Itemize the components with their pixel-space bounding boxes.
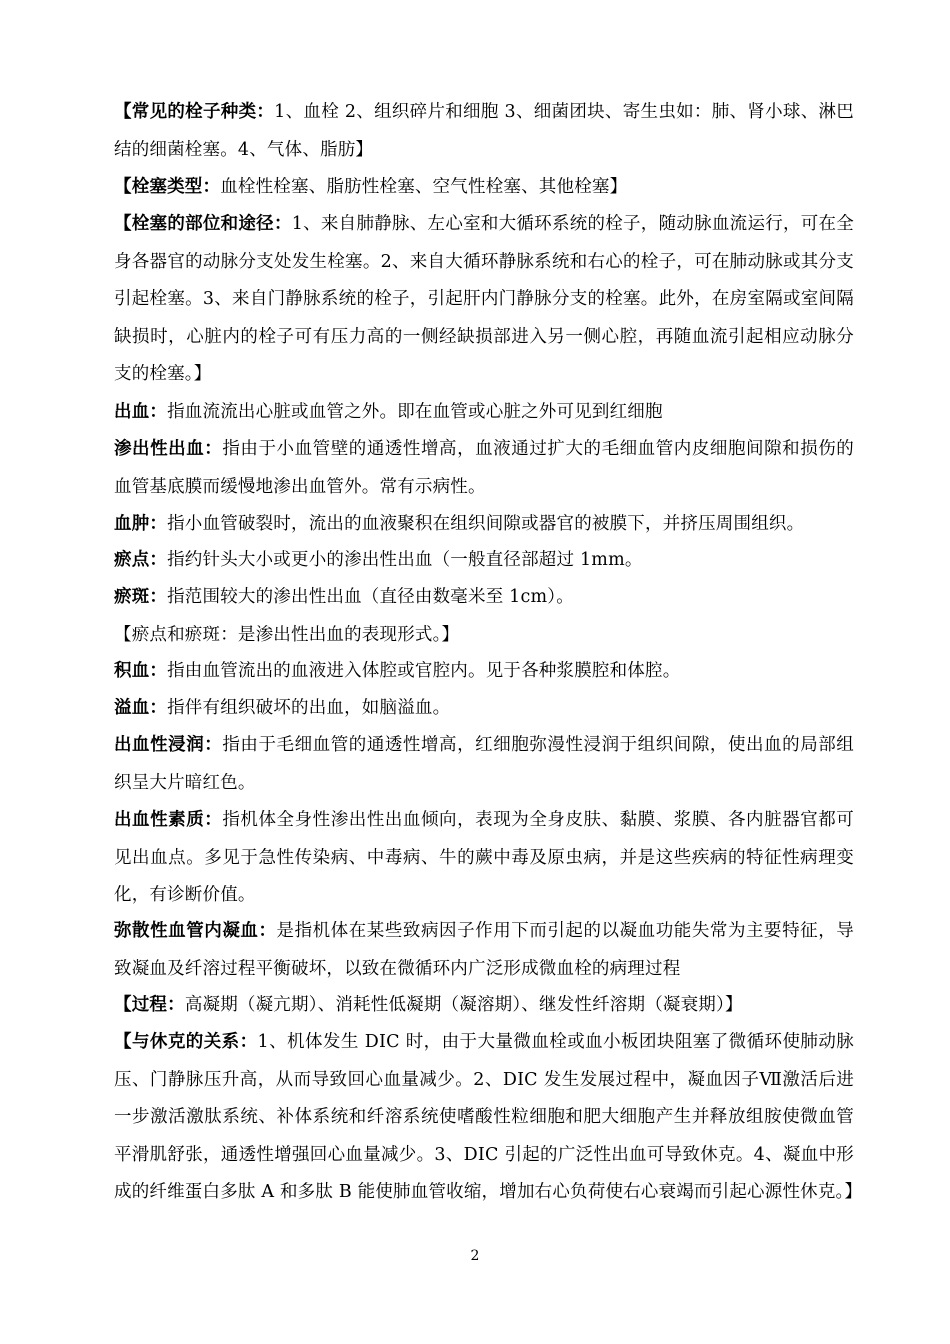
paragraph-hematoma — [114, 506, 854, 544]
definition-text: 指由于毛细血管的通透性增高，红细胞弥漫性浸润于组织间隙，使出血的局部组织呈大片暗红色。 — [114, 735, 855, 793]
paragraph-dic-stages — [114, 987, 854, 1025]
page-number: 2 — [470, 1248, 480, 1264]
term-label: 【栓塞的部位和途径： — [114, 214, 292, 234]
term-label: 【栓塞类型： — [114, 177, 221, 197]
paragraph-hemocele — [114, 653, 854, 691]
definition-text: 指小血管破裂时，流出的血液聚积在组织间隙或器官的被膜下，并挤压周围组织。 — [167, 514, 805, 534]
paragraph-embolism-types — [114, 169, 854, 207]
paragraph-embolism-sites — [114, 206, 854, 394]
definition-text: 1、来自肺静脉、左心室和大循环系统的栓子，随动脉血流运行，可在全身各器官的动脉分支处发生栓塞。2、来自大循环静脉系统和右心的栓子，可在肺动脉或其分支引起栓塞。3、来自门静脉系统的栓子，引起肝内门静脉分支的栓塞。此外，在房室隔或室间隔缺损时，心脏内的栓子可有压力高的一侧经缺损部进入另一侧心腔，再随血流引起相应动脉分支的栓塞。】 — [114, 214, 854, 384]
term-label: 血肿： — [114, 514, 168, 534]
paragraph-diapedesis — [114, 431, 854, 506]
term-label: 瘀点： — [114, 550, 168, 570]
definition-text: 指血流流出心脏或血管之外。即在血管或心脏之外可见到红细胞 — [167, 402, 663, 422]
term-label: 出血性浸润： — [114, 735, 223, 755]
definition-text: 指机体全身性渗出性出血倾向，表现为全身皮肤、黏膜、浆膜、各内脏器官都可见出血点。多见于急性传染病、中毒病、牛的蕨中毒及原虫病，并是这些疾病的特征性病理变化，有诊断价值。 — [114, 810, 855, 905]
paragraph-apoplexy — [114, 690, 854, 728]
term-label: 【与休克的关系： — [114, 1032, 258, 1052]
paragraph-hemorrhagic-diathesis — [114, 802, 854, 915]
definition-text: 血栓性栓塞、脂肪性栓塞、空气性栓塞、其他栓塞】 — [220, 177, 628, 197]
note-text: 【瘀点和瘀斑：是渗出性出血的表现形式。】 — [114, 625, 460, 645]
definition-text: 1、机体发生 DIC 时，由于大量微血栓或血小板团块阻塞了微循环使肺动脉压、门静脉压升高，从而导致回心血量减少。2、DIC 发生发展过程中，凝血因子Ⅶ激活后进一步激活激肽系统、补体系统和纤溶系统使嗜酸性粒细胞和肥大细胞产生并释放组胺使微血管平滑肌舒张，通透性增强回心血量减少。3、DIC 引起的广泛性出血可导致休克。4、凝血中形成的纤维蛋白多肽 A 和多肽 B 能使肺血管收缩，增加右心负荷使右心衰竭而引起心源性休克。】 — [114, 1032, 863, 1202]
paragraph-ecchymosis — [114, 579, 854, 617]
definition-text: 指由于小血管壁的通透性增高，血液通过扩大的毛细血管内皮细胞间隙和损伤的血管基底膜而缓慢地渗出血管外。常有示病性。 — [114, 439, 855, 497]
paragraph-petechia — [114, 542, 854, 580]
term-label: 【过程： — [114, 995, 185, 1015]
paragraph-hemorrhagic-infiltration — [114, 727, 854, 802]
definition-text: 指范围较大的渗出性出血（直径由数毫米至 1cm）。 — [167, 587, 574, 607]
paragraph-petechia-note — [114, 617, 854, 655]
paragraph-hemorrhage — [114, 394, 854, 432]
term-label: 出血性素质： — [114, 810, 223, 830]
paragraph-dic — [114, 913, 854, 988]
definition-text: 是指机体在某些致病因子作用下而引起的以凝血功能失常为主要特征，导致凝血及纤溶过程平衡破坏，以致在微循环内广泛形成微血栓的病理过程 — [114, 921, 854, 979]
term-label: 弥散性血管内凝血： — [114, 921, 277, 941]
term-label: 溢血： — [114, 698, 168, 718]
definition-text: 指伴有组织破坏的出血，如脑溢血。 — [167, 698, 451, 718]
term-label: 出血： — [114, 402, 168, 422]
definition-text: 指约针头大小或更小的渗出性出血（一般直径部超过 1mm。 — [167, 550, 643, 570]
term-label: 瘀斑： — [114, 587, 168, 607]
term-label: 积血： — [114, 661, 168, 681]
term-label: 【常见的栓子种类： — [114, 102, 275, 122]
definition-text: 指由血管流出的血液进入体腔或官腔内。见于各种浆膜腔和体腔。 — [167, 661, 681, 681]
term-label: 渗出性出血： — [114, 439, 223, 459]
paragraph-dic-shock — [114, 1024, 863, 1212]
definition-text: 高凝期（凝亢期）、消耗性低凝期（凝溶期）、继发性纤溶期（凝衰期）】 — [184, 995, 743, 1015]
paragraph-embolus-types — [114, 94, 854, 169]
definition-text: 1、血栓 2、组织碎片和细胞 3、细菌团块、寄生虫如：肺、肾小球、淋巴结的细菌栓塞。4、气体、脂肪】 — [114, 102, 854, 160]
